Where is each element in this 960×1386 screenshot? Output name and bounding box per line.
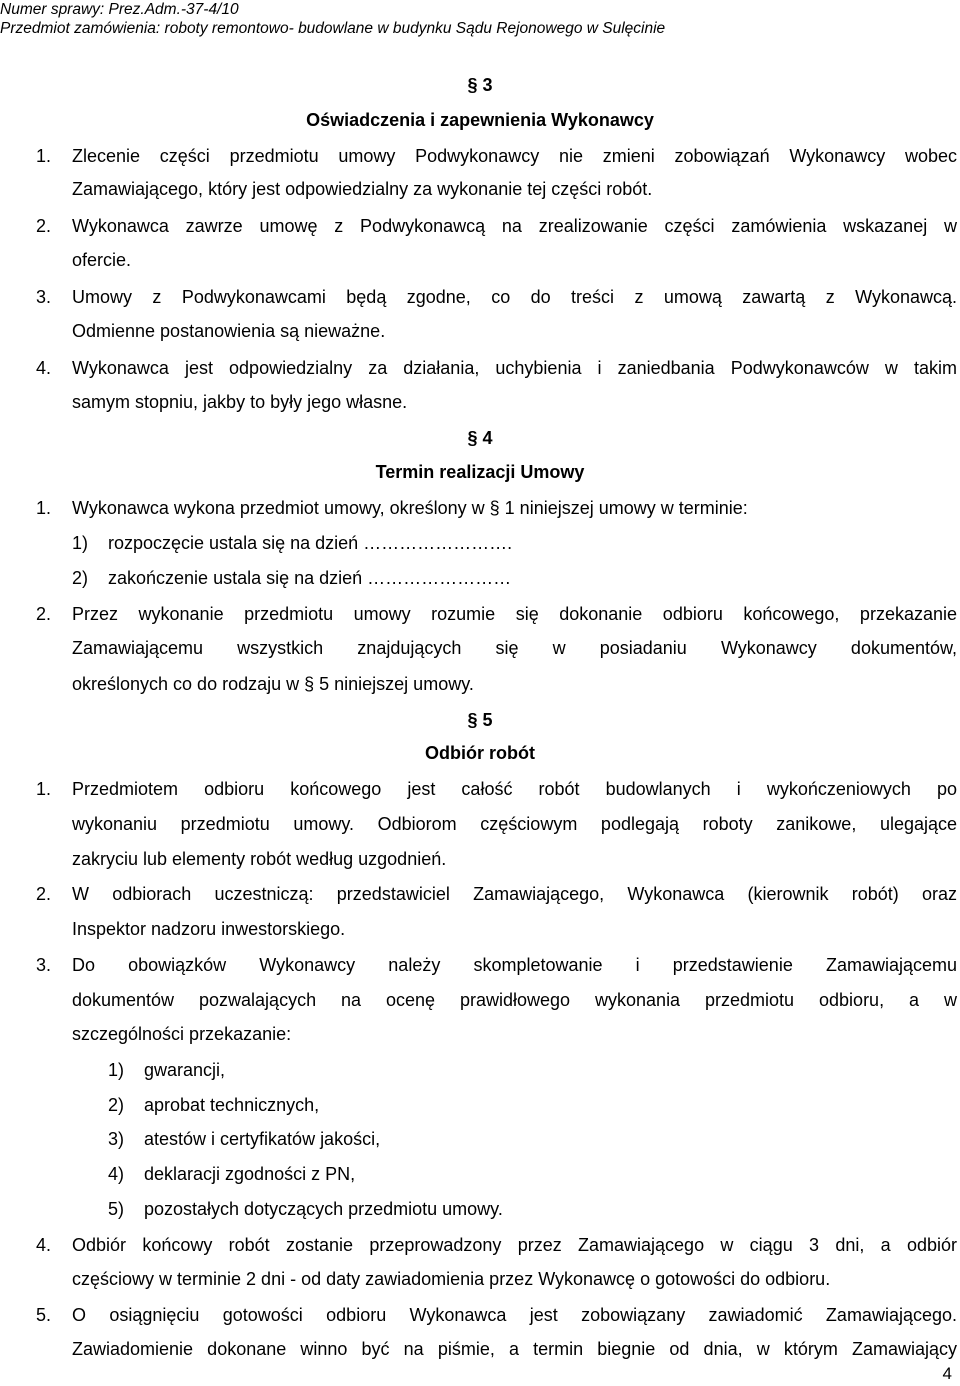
item-text: Inspektor nadzoru inwestorskiego. bbox=[72, 919, 346, 939]
sub-item-text: atestów i certyfikatów jakości, bbox=[144, 1129, 381, 1149]
order-subject: Przedmiot zamówienia: roboty remontowo- budowlane w budynku Sądu Rejonowego w Sulęcinie bbox=[0, 20, 666, 37]
item-number: 2. bbox=[36, 604, 52, 624]
item-text: dokumentów pozwalających na ocenę prawidłowego wykonania przedmiotu odbioru, a w bbox=[72, 990, 957, 1010]
section-5-mark: § 5 bbox=[467, 710, 493, 730]
item-text: Wykonawca jest odpowiedzialny za działania, uchybienia i zaniedbania Podwykonawców w takim bbox=[72, 358, 957, 378]
item-text: szczególności przekazanie: bbox=[72, 1024, 292, 1044]
item-number: 3. bbox=[36, 955, 52, 975]
item-text: Odbiór końcowy robót zostanie przeprowadzony przez Zamawiającego w ciągu 3 dni, a odbiór bbox=[72, 1235, 957, 1255]
item-number: 2. bbox=[36, 884, 52, 904]
item-text: Odmienne postanowienia są nieważne. bbox=[72, 321, 386, 341]
item-text: Umowy z Podwykonawcami będą zgodne, co do treści z umową zawartą z Wykonawcą. bbox=[72, 287, 957, 307]
sub-item-text: rozpoczęcie ustala się na dzień ……………………. bbox=[108, 533, 513, 553]
item-text: O osiągnięciu gotowości odbioru Wykonawca jest zobowiązany zawiadomić Zamawiającego. bbox=[72, 1305, 957, 1325]
item-number: 1. bbox=[36, 146, 52, 166]
item-text: wykonaniu przedmiotu umowy. Odbiorom częściowym podlegają roboty zanikowe, ulegające bbox=[72, 814, 957, 834]
item-number: 2. bbox=[36, 216, 52, 236]
sub-item-number: 1) bbox=[72, 533, 89, 553]
item-number: 1. bbox=[36, 498, 52, 518]
sub-item-text: zakończenie ustala się na dzień …………………… bbox=[108, 568, 512, 588]
section-3-title: Oświadczenia i zapewnienia Wykonawcy bbox=[306, 110, 654, 130]
section-5-title: Odbiór robót bbox=[425, 743, 535, 763]
item-text: Zawiadomienie dokonane winno być na piśmie, a termin biegnie od dnia, w którym Zamawiający bbox=[72, 1339, 957, 1359]
item-text: zakryciu lub elementy robót według uzgodnień. bbox=[72, 849, 447, 869]
page-header bbox=[0, 0, 665, 38]
sub-item-number: 2) bbox=[72, 568, 89, 588]
case-number: Numer sprawy: Prez.Adm.-37-4/10 bbox=[0, 1, 239, 18]
item-number: 3. bbox=[36, 287, 52, 307]
item-number: 5. bbox=[36, 1305, 52, 1325]
item-text: Do obowiązków Wykonawcy należy skompletowanie i przedstawienie Zamawiającemu bbox=[72, 955, 957, 975]
item-text: Przedmiotem odbioru końcowego jest całość robót budowlanych i wykończeniowych po bbox=[72, 779, 957, 799]
sub-item-number: 5) bbox=[108, 1199, 125, 1219]
item-text: Zamawiającego, który jest odpowiedzialny za wykonanie tej części robót. bbox=[72, 179, 653, 199]
sub-item-text: gwarancji, bbox=[144, 1060, 226, 1080]
sub-item-number: 4) bbox=[108, 1164, 125, 1184]
item-number: 4. bbox=[36, 358, 52, 378]
item-text: Zlecenie części przedmiotu umowy Podwykonawcy nie zmieni zobowiązań Wykonawcy wobec bbox=[72, 146, 957, 166]
item-text: samym stopniu, jakby to były jego własne. bbox=[72, 392, 408, 412]
page-number: 4 bbox=[942, 1364, 952, 1383]
sub-item-number: 3) bbox=[108, 1129, 125, 1149]
item-text: Zamawiającemu wszystkich znajdujących się w posiadaniu Wykonawcy dokumentów, bbox=[72, 638, 957, 658]
section-3-mark: § 3 bbox=[467, 75, 493, 95]
item-number: 1. bbox=[36, 779, 52, 799]
item-text: określonych co do rodzaju w § 5 niniejszej umowy. bbox=[72, 674, 474, 694]
sub-item-number: 2) bbox=[108, 1095, 125, 1115]
item-text: Wykonawca wykona przedmiot umowy, określony w § 1 niniejszej umowy w terminie: bbox=[72, 498, 748, 518]
section-4-mark: § 4 bbox=[467, 428, 493, 448]
section-4-title: Termin realizacji Umowy bbox=[375, 462, 585, 482]
sub-item-text: aprobat technicznych, bbox=[144, 1095, 320, 1115]
item-text: Wykonawca zawrze umowę z Podwykonawcą na zrealizowanie części zamówienia wskazanej w bbox=[72, 216, 957, 236]
item-text: częściowy w terminie 2 dni - od daty zawiadomienia przez Wykonawcę o gotowości do odbioru. bbox=[72, 1269, 831, 1289]
item-number: 4. bbox=[36, 1235, 52, 1255]
item-text: ofercie. bbox=[72, 250, 132, 270]
sub-item-text: deklaracji zgodności z PN, bbox=[144, 1164, 356, 1184]
item-text: W odbiorach uczestniczą: przedstawiciel Zamawiającego, Wykonawca (kierownik robót) oraz bbox=[72, 884, 957, 904]
item-text: Przez wykonanie przedmiotu umowy rozumie się dokonanie odbioru końcowego, przekazanie bbox=[72, 604, 957, 624]
sub-item-number: 1) bbox=[108, 1060, 125, 1080]
sub-item-text: pozostałych dotyczących przedmiotu umowy. bbox=[144, 1199, 503, 1219]
